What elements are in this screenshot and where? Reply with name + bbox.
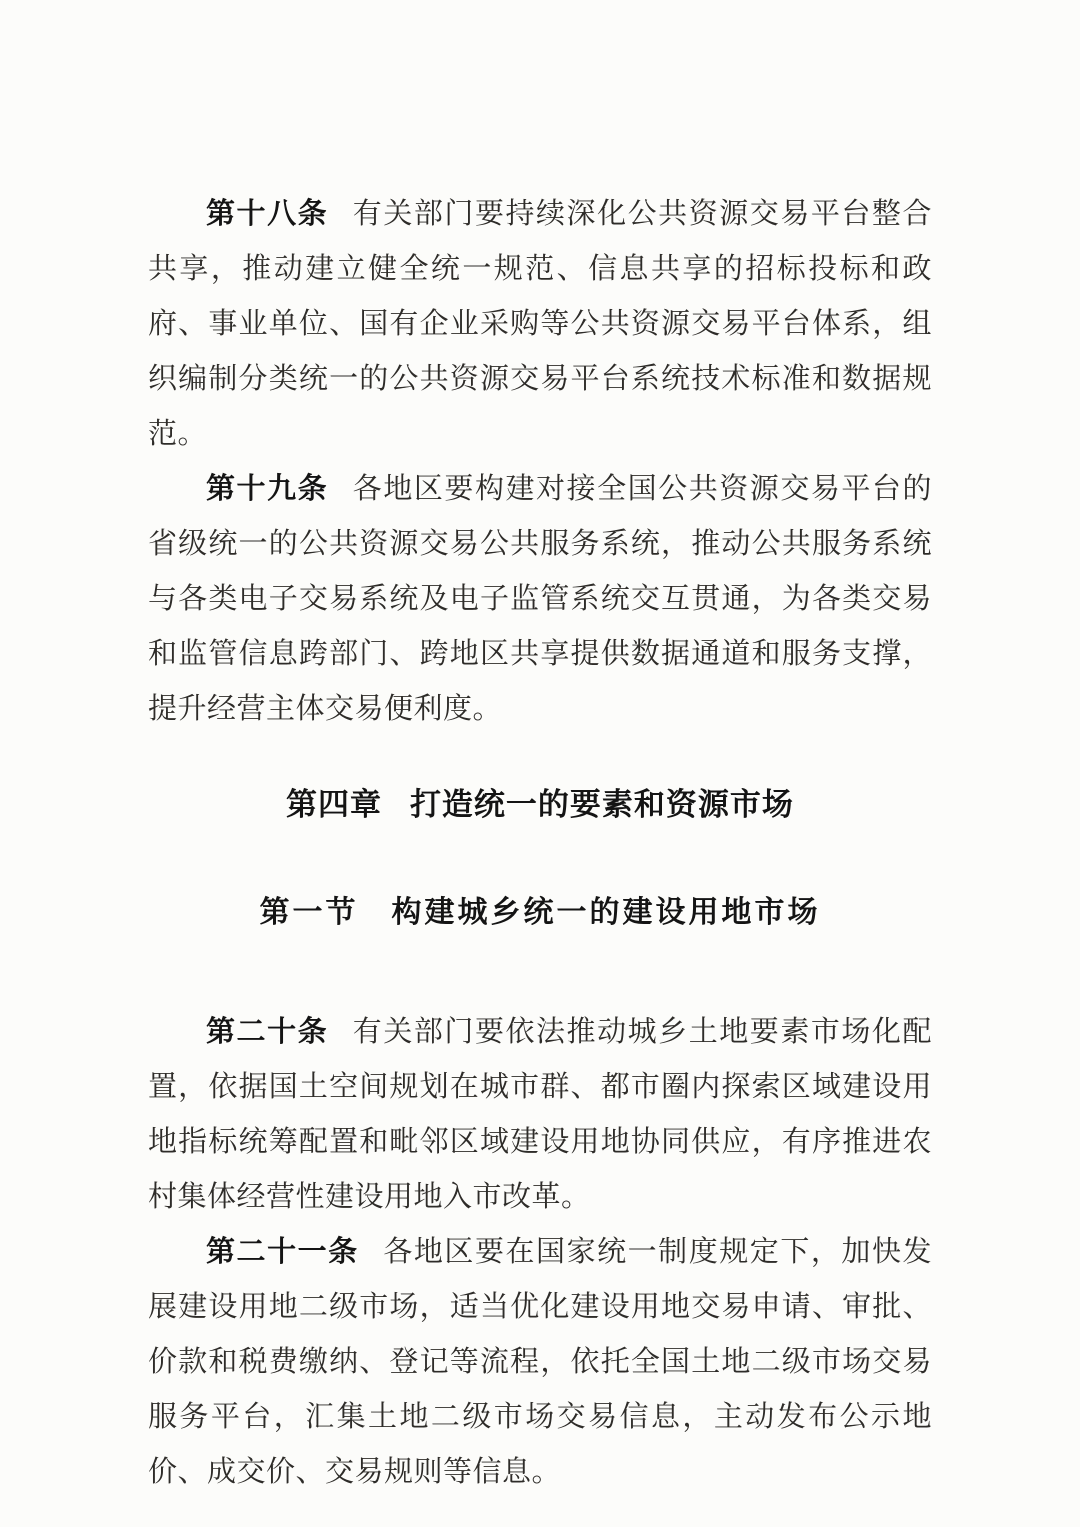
article-paragraph-21 <box>148 1225 932 1500</box>
section-heading <box>148 885 932 940</box>
chapter-number: 第四章 <box>286 787 383 822</box>
article-number: 第二十一条 <box>206 1236 359 1268</box>
chapter-heading <box>148 777 932 832</box>
section-title: 构建城乡统一的建设用地市场 <box>391 896 821 929</box>
article-number: 第十九条 <box>206 473 329 505</box>
chapter-title: 打造统一的要素和资源市场 <box>409 787 794 822</box>
article-text: 有关部门要持续深化公共资源交易平台整合共享，推动建立健全统一规范、信息共享的招标投标和政府、事业单位、国有企业采购等公共资源交易平台体系，组织编制分类统一的公共资源交易平台系统技术标准和数据规范。 <box>148 198 932 450</box>
article-text: 各地区要构建对接全国公共资源交易平台的省级统一的公共资源交易公共服务系统，推动公共服务系统与各类电子交易系统及电子监管系统交互贯通，为各类交易和监管信息跨部门、跨地区共享提供数据通道和服务支撑，提升经营主体交易便利度。 <box>148 473 932 725</box>
article-text: 各地区要在国家统一制度规定下，加快发展建设用地二级市场，适当优化建设用地交易申请、审批、价款和税费缴纳、登记等流程，依托全国土地二级市场交易服务平台，汇集土地二级市场交易信息，主动发布公示地价、成交价、交易规则等信息。 <box>148 1236 932 1488</box>
article-text: 有关部门要依法推动城乡土地要素市场化配置，依据国土空间规划在城市群、都市圈内探索区域建设用地指标统筹配置和毗邻区域建设用地协同供应，有序推进农村集体经营性建设用地入市改革。 <box>148 1016 932 1213</box>
article-paragraph-19 <box>148 462 932 737</box>
section-number: 第一节 <box>259 896 359 929</box>
article-paragraph-20 <box>148 1005 932 1225</box>
article-number: 第二十条 <box>206 1016 329 1048</box>
article-number: 第十八条 <box>206 198 329 230</box>
article-paragraph-18 <box>148 187 932 462</box>
